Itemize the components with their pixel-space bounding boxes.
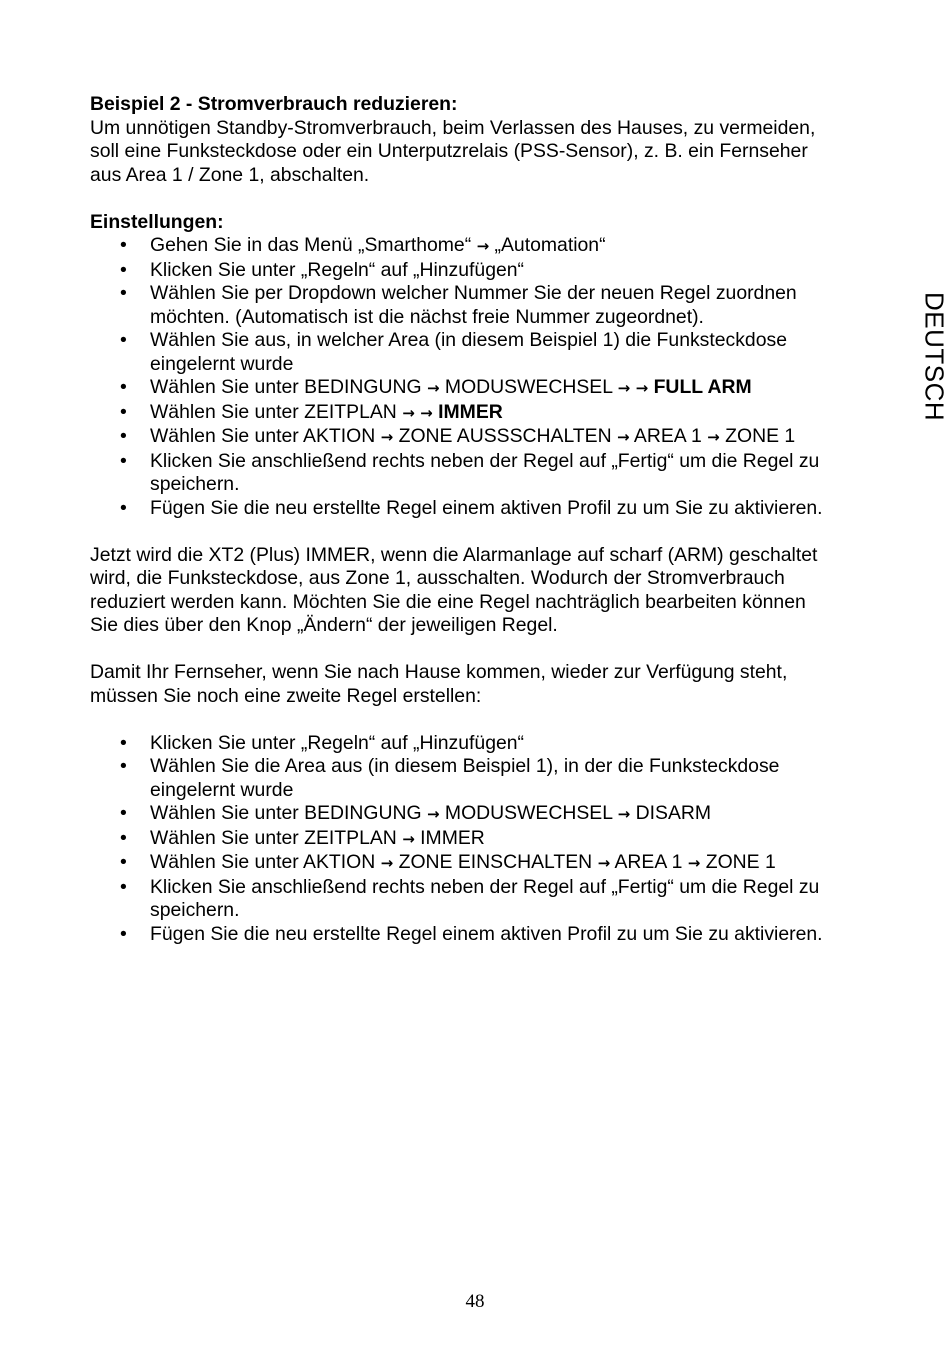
- list-item-line: [150, 259, 870, 283]
- intro-line: Um unnötigen Standby-Stromverbrauch, beim Verlassen des Hauses, zu vermeiden,: [90, 116, 816, 139]
- list-item-text: Wählen Sie unter AKTION: [150, 851, 381, 873]
- summary-line: Sie dies über den Knop „Ändern“ der jeweiligen Regel.: [90, 614, 558, 636]
- list-item-line: [150, 732, 870, 756]
- list-item-text: Klicken Sie unter „Regeln“ auf „Hinzufügen“: [150, 258, 524, 281]
- list-item: [90, 827, 870, 852]
- summary-line: reduziert werden kann. Möchten Sie die eine Regel nachträglich bearbeiten können: [90, 590, 806, 613]
- list-item-text: eingelernt wurde: [150, 352, 294, 375]
- list-item-text: „Automation“: [489, 234, 606, 256]
- list-item-emphasis: IMMER: [432, 400, 503, 423]
- list-item-text: ZONE EINSCHALTEN: [393, 851, 598, 873]
- list-item-text: möchten. (Automatisch ist die nächst freie Nummer zugeordnet).: [150, 305, 704, 328]
- arrow-right-icon: →: [402, 403, 415, 422]
- list-item-line: [150, 376, 870, 401]
- list-item-text: speichern.: [150, 473, 240, 495]
- list-item-text: ZONE 1: [719, 425, 796, 447]
- bullet-icon: •: [120, 425, 127, 447]
- list-item: [90, 259, 870, 283]
- arrow-right-icon: →: [687, 854, 701, 872]
- list-item: [90, 234, 870, 259]
- list-item-line: [150, 329, 870, 353]
- list-item: [90, 497, 870, 521]
- list-item-text: ZONE 1: [700, 851, 776, 873]
- list-item-line: [150, 876, 870, 900]
- list-item-text: Fügen Sie die neu erstellte Regel einem aktiven Profil zu um Sie zu aktivieren.: [150, 496, 823, 519]
- list-item-line: [150, 401, 870, 426]
- section-heading: Beispiel 2 - Stromverbrauch reduzieren:: [90, 93, 458, 115]
- second-rule-intro: [90, 661, 870, 708]
- list-item-line: [150, 497, 870, 521]
- arrow-right-icon: →: [617, 379, 631, 397]
- bullet-icon: •: [120, 376, 127, 398]
- list-item-line: [150, 779, 870, 803]
- list-item: [90, 282, 870, 329]
- list-item-text: Wählen Sie unter ZEITPLAN: [150, 400, 403, 423]
- list-item-text: Klicken Sie anschließend rechts neben der Regel auf „Fertig“ um die Regel zu: [150, 875, 820, 898]
- settings-list: [90, 234, 870, 520]
- list-item: [90, 876, 870, 923]
- bullet-icon: •: [120, 755, 127, 777]
- summary-line: wird, die Funksteckdose, aus Zone 1, ausschalten. Wodurch der Stromverbrauch: [90, 567, 785, 589]
- list-item: [90, 401, 870, 426]
- arrow-right-icon: →: [476, 237, 490, 255]
- list-item-line: [150, 473, 870, 497]
- page-number: 48: [465, 1291, 485, 1312]
- list-item: [90, 450, 870, 497]
- list-item: [90, 732, 870, 756]
- intro-paragraph: [90, 117, 870, 188]
- bullet-icon: •: [120, 731, 127, 754]
- list-item-text: Wählen Sie unter BEDINGUNG: [150, 376, 427, 398]
- list-item-emphasis: FULL ARM: [648, 376, 752, 398]
- list-item-line: [150, 923, 870, 947]
- summary-paragraph: [90, 544, 870, 638]
- bullet-icon: •: [120, 875, 127, 898]
- list-item: [90, 851, 870, 876]
- list-item-text: Gehen Sie in das Menü „Smarthome“: [150, 234, 477, 256]
- summary-line: Jetzt wird die XT2 (Plus) IMMER, wenn die Alarmanlage auf scharf (ARM) geschaltet: [90, 543, 818, 566]
- second-rule-intro-line: Damit Ihr Fernseher, wenn Sie nach Hause kommen, wieder zur Verfügung steht,: [90, 661, 788, 683]
- bullet-icon: •: [120, 496, 127, 519]
- list-item-text: Wählen Sie die Area aus (in diesem Beispiel 1), in der die Funksteckdose: [150, 755, 780, 777]
- bullet-icon: •: [120, 851, 127, 873]
- intro-line: aus Area 1 / Zone 1, abschalten.: [90, 163, 370, 186]
- list-item-text: Klicken Sie unter „Regeln“ auf „Hinzufügen“: [150, 731, 524, 754]
- arrow-right-icon: →: [707, 428, 720, 446]
- paragraph-spacer: [90, 638, 870, 662]
- intro-line: soll eine Funksteckdose oder ein Unterputzrelais (PSS-Sensor), z. B. ein Fernseher: [90, 140, 808, 162]
- list-item-text: speichern.: [150, 899, 240, 921]
- bullet-icon: •: [120, 258, 127, 281]
- arrow-right-icon: →: [380, 854, 394, 872]
- list-item-text: Wählen Sie aus, in welcher Area (in diesem Beispiel 1) die Funksteckdose: [150, 329, 787, 351]
- list-item: [90, 923, 870, 947]
- arrow-right-icon: →: [597, 854, 611, 872]
- arrow-right-icon: →: [616, 428, 630, 446]
- list-item-text: IMMER: [414, 826, 485, 849]
- bullet-icon: •: [120, 826, 127, 849]
- paragraph-spacer: [90, 520, 870, 544]
- second-rule-intro-line: müssen Sie noch eine zweite Regel erstellen:: [90, 684, 482, 707]
- bullet-icon: •: [120, 400, 127, 423]
- list-item-text: AREA 1: [629, 425, 708, 447]
- arrow-right-icon: →: [380, 428, 394, 446]
- arrow-right-icon: →: [617, 805, 631, 823]
- arrow-right-icon: →: [426, 805, 440, 823]
- bullet-icon: •: [120, 282, 127, 304]
- arrow-right-icon: →: [635, 379, 649, 397]
- list-item-text: Klicken Sie anschließend rechts neben der Regel auf „Fertig“ um die Regel zu: [150, 449, 820, 472]
- list-item-text: Fügen Sie die neu erstellte Regel einem aktiven Profil zu um Sie zu aktivieren.: [150, 922, 823, 945]
- list-item-line: [150, 851, 870, 876]
- bullet-icon: •: [120, 234, 127, 256]
- list-item-text: Wählen Sie unter ZEITPLAN: [150, 826, 403, 849]
- list-item-line: [150, 306, 870, 330]
- list-item-line: [150, 755, 870, 779]
- bullet-icon: •: [120, 802, 127, 824]
- list-item: [90, 755, 870, 802]
- language-side-label: DEUTSCH: [919, 292, 950, 422]
- list-item-line: [150, 899, 870, 923]
- list-item-line: [150, 234, 870, 259]
- bullet-icon: •: [120, 329, 127, 351]
- bullet-icon: •: [120, 449, 127, 472]
- list-item: [90, 425, 870, 450]
- list-item-text: Wählen Sie unter AKTION: [150, 425, 381, 447]
- list-item-line: [150, 353, 870, 377]
- second-rule-list: [90, 732, 870, 947]
- list-item-text: DISARM: [630, 802, 712, 824]
- list-item: [90, 329, 870, 376]
- list-item-line: [150, 425, 870, 450]
- document-body: [90, 93, 870, 946]
- list-item-text: MODUSWECHSEL: [439, 802, 618, 824]
- list-item-line: [150, 827, 870, 852]
- list-item-text: AREA 1: [610, 851, 688, 873]
- settings-heading: Einstellungen:: [90, 210, 224, 233]
- arrow-right-icon: →: [426, 379, 440, 397]
- list-item-text: eingelernt wurde: [150, 778, 294, 801]
- list-item-line: [150, 282, 870, 306]
- paragraph-spacer: [90, 187, 870, 211]
- list-item-text: Wählen Sie unter BEDINGUNG: [150, 802, 427, 824]
- list-item-text: ZONE AUSSSCHALTEN: [393, 425, 617, 447]
- arrow-right-icon: →: [402, 829, 415, 848]
- list-item: [90, 376, 870, 401]
- list-item-text: Wählen Sie per Dropdown welcher Nummer Sie der neuen Regel zuordnen: [150, 282, 797, 304]
- list-item-text: MODUSWECHSEL: [439, 376, 618, 398]
- paragraph-spacer: [90, 708, 870, 732]
- list-item-line: [150, 450, 870, 474]
- list-item: [90, 802, 870, 827]
- list-item-line: [150, 802, 870, 827]
- arrow-right-icon: →: [420, 403, 433, 422]
- bullet-icon: •: [120, 922, 127, 945]
